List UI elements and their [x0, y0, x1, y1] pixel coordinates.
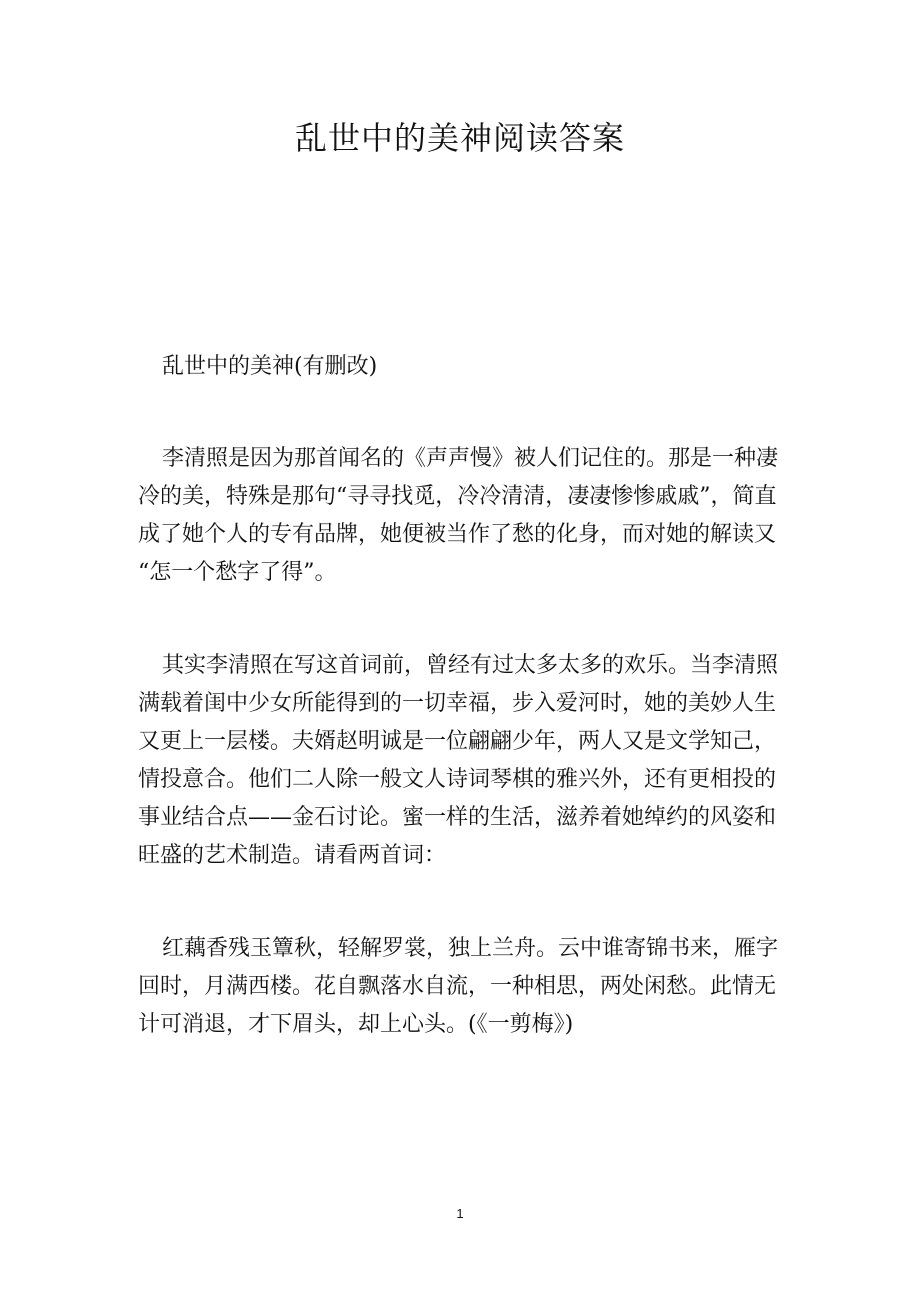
document-title: 乱世中的美神阅读答案 [294, 119, 625, 157]
paragraph-1 [138, 440, 788, 592]
paragraph-line: 其实李清照在写这首词前，曾经有过太多太多的欢乐。当李清照 [162, 653, 779, 678]
paragraph-line: 情投意合。他们二人除一般文人诗词琴棋的雅兴外，还有更相投的 [138, 767, 777, 792]
paragraph-line: 计可消退，才下眉头，却上心头。(《一剪梅》) [138, 1012, 574, 1037]
paragraph-line: 成了她个人的专有品牌，她便被当作了愁的化身，而对她的解读又 [138, 522, 777, 547]
paragraph-line: 满载着闺中少女所能得到的一切幸福，步入爱河时，她的美妙人生 [138, 691, 777, 716]
document-body [138, 348, 788, 1099]
paragraph-line: 事业结合点——金石讨论。蜜一样的生活，滋养着她绰约的风姿和 [138, 805, 777, 830]
paragraph-line: 李清照是因为那首闻名的《声声慢》被人们记住的。那是一种凄 [162, 446, 779, 471]
subtitle-line: 乱世中的美神(有删改) [162, 354, 378, 379]
paragraph-line: 旺盛的艺术制造。请看两首词： [138, 843, 447, 868]
paragraph-3 [138, 930, 788, 1044]
article-subtitle [138, 348, 788, 386]
paragraph-line: 又更上一层楼。夫婿赵明诚是一位翩翩少年，两人又是文学知己， [138, 729, 777, 754]
paragraph-2 [138, 647, 788, 875]
paragraph-line: 红藕香残玉簟秋，轻解罗裳，独上兰舟。云中谁寄锦书来，雁字 [162, 936, 779, 961]
page-number: 1 [456, 1206, 464, 1221]
paragraph-line: 冷的美，特殊是那句“寻寻找觅，冷冷清清，凄凄惨惨戚戚”，简直 [138, 484, 777, 509]
paragraph-line: 回时，月满西楼。花自飘落水自流，一种相思，两处闲愁。此情无 [138, 974, 777, 999]
paragraph-line: “怎一个愁字了得”。 [138, 560, 337, 585]
